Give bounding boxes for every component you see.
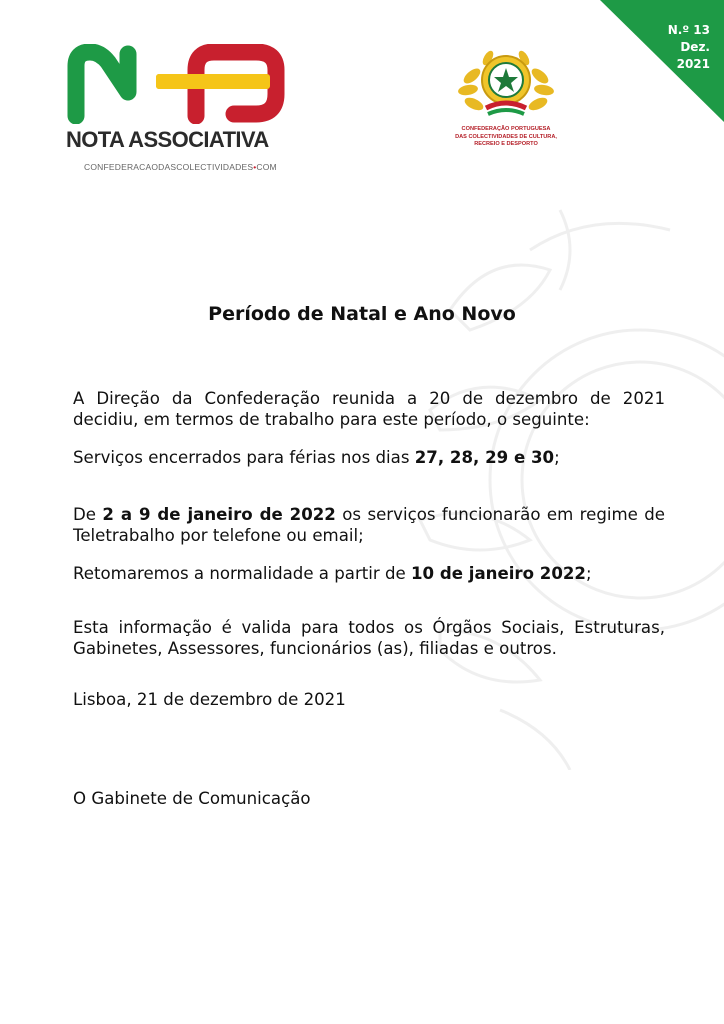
issue-number: N.º 13: [667, 23, 710, 37]
info-paragraph: Esta informação é valida para todos os Órgãos Sociais, Estruturas, Gabinetes, Assessores, funcionários (as), filiadas e outros.: [73, 618, 665, 658]
telework-paragraph: [73, 504, 665, 546]
resume-end: ;: [585, 564, 592, 583]
issue-year: 2021: [676, 57, 710, 71]
confederation-emblem: [446, 46, 566, 148]
closure-text: Serviços encerrados para férias nos dias: [73, 448, 415, 467]
nota-associativa-logo: [66, 44, 296, 176]
emblem-line-3: RECREIO E DESPORTO: [474, 141, 538, 147]
issue-month: Dez.: [680, 40, 710, 54]
closure-end: ;: [554, 448, 560, 467]
intro-paragraph: A Direção da Confederação reunida a 20 de dezembro de 2021 decidiu, em termos de trabalho para este período, o seguinte:: [73, 389, 665, 429]
place-date: Lisboa, 21 de dezembro de 2021: [73, 690, 346, 709]
signature: O Gabinete de Comunicação: [73, 789, 311, 808]
closure-days: 27, 28, 29 e 30: [414, 448, 555, 467]
emblem-line-1: CONFEDERAÇÃO PORTUGUESA: [461, 126, 551, 132]
resume-paragraph: [73, 563, 665, 584]
logo-url-domain: CONFEDERACAODASCOLECTIVIDADES: [84, 162, 254, 172]
logo-url-tld: COM: [256, 162, 277, 172]
resume-date: 10 de janeiro 2022: [411, 564, 586, 583]
telework-dates: 2 a 9 de janeiro de 2022: [102, 505, 336, 524]
resume-text: Retomaremos a normalidade a partir de: [73, 564, 411, 583]
logo-mark-icon: [66, 44, 296, 124]
watermark-emblem-icon: [410, 190, 724, 770]
emblem-line-2: DAS COLECTIVIDADES DE CULTURA,: [455, 133, 557, 140]
logo-url-dot: •: [253, 162, 257, 172]
logo-url: [84, 162, 304, 172]
closure-paragraph: [73, 447, 665, 468]
telework-prefix: De: [73, 505, 103, 524]
logo-title: NOTA ASSOCIATIVA: [66, 127, 269, 152]
telework-text: os serviços funcionarão em regime de Teletrabalho por telefone ou email;: [73, 505, 666, 545]
emblem-seal-icon: [458, 46, 554, 122]
document-title: Período de Natal e Ano Novo: [208, 303, 516, 325]
issue-badge: [600, 0, 724, 122]
